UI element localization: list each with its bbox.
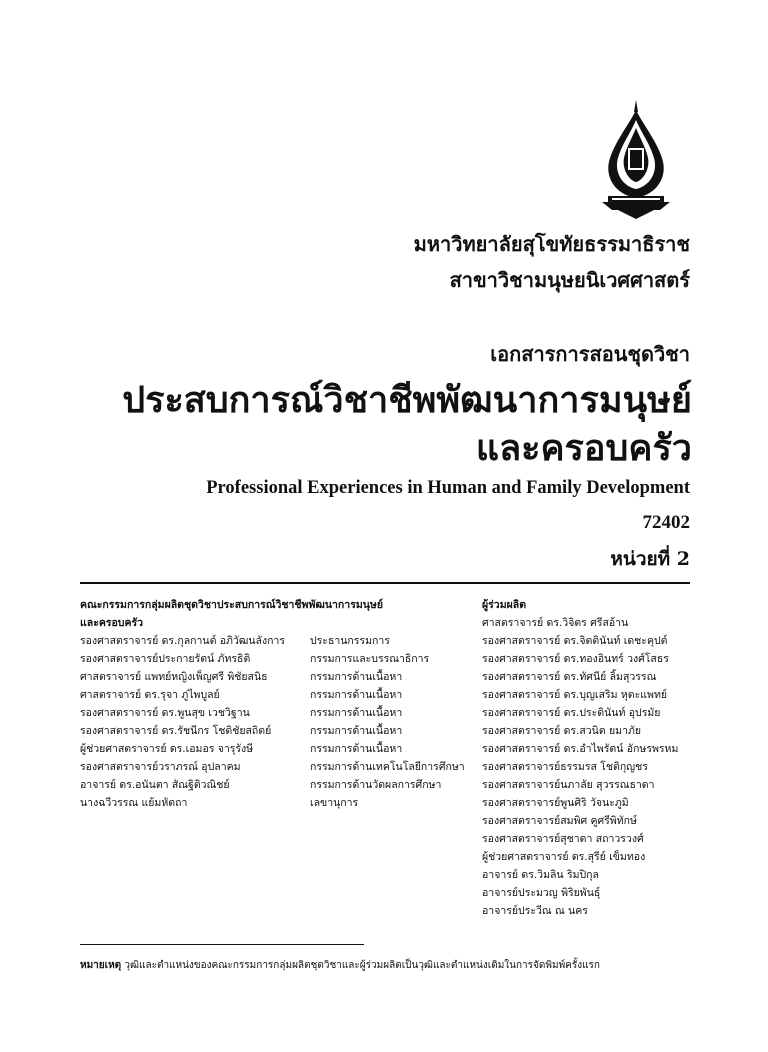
committee-member-role: กรรมการด้านเนื้อหา (310, 725, 403, 737)
co-producer-name: รองศาสตราจารย์ธรรมรส โชติกุญชร (482, 761, 648, 773)
committee-title (80, 596, 400, 632)
co-producers-list (482, 614, 712, 920)
course-title-english: Professional Experiences in Human and Family Development (206, 478, 690, 498)
course-code: 72402 (642, 512, 690, 533)
co-producer-name: ศาสตราจารย์ ดร.วิจิตร ศรีสอ้าน (482, 617, 629, 629)
committee-roles (310, 632, 480, 812)
co-producer-name: รองศาสตราจารย์สุชาดา สถาวรวงศ์ (482, 833, 644, 845)
committee-member-name: รองศาสตราจารย์ประกายรัตน์ ภัทรธิติ (80, 653, 251, 665)
committee-member-name: รองศาสตราจารย์ ดร.พูนสุข เวชวิฐาน (80, 707, 250, 719)
co-producer-name: อาจารย์ประวีณ ณ นคร (482, 905, 588, 917)
committee-member-name: รองศาสตราจารย์ ดร.รัชนีกร โชติชัยสถิตย์ (80, 725, 272, 737)
footnote (80, 958, 600, 974)
committee-member-name: รองศาสตราจารย์ ดร.กุลกานต์ อภิวัฒนลังการ (80, 635, 285, 647)
unit-number: หน่วยที่ 2 (610, 548, 690, 570)
committee-member-name: ศาสตราจารย์ แพทย์หญิงเพ็ญศรี พิชัยสนิธ (80, 671, 268, 683)
co-producer-name: รองศาสตราจารย์พูนศิริ วัจนะภูมิ (482, 797, 629, 809)
university-name: มหาวิทยาลัยสุโขทัยธรรมาธิราช (413, 232, 690, 256)
school-name: สาขาวิชามนุษยนิเวศศาสตร์ (449, 268, 690, 292)
committee-title-line-2: และครอบครัว (80, 617, 144, 629)
co-producer-name: รองศาสตราจารย์ ดร.ทัศนีย์ ลิ้มสุวรรณ (482, 671, 657, 683)
committee-member-name: ผู้ช่วยศาสตราจารย์ ดร.เอมอร จารุรังษี (80, 743, 254, 755)
committee-title-line-1: คณะกรรมการกลุ่มผลิตชุดวิชาประสบการณ์วิชาชีพพัฒนาการมนุษย์ (80, 599, 384, 611)
committee-member-name: ศาสตราจารย์ ดร.รุจา ภู่ไพบูลย์ (80, 689, 220, 701)
co-producer-name: อาจารย์ประมวญ พิริยพันธุ์ (482, 887, 601, 899)
co-producer-name: รองศาสตราจารย์ ดร.จิตตินันท์ เดชะคุปต์ (482, 635, 668, 647)
co-producer-name: รองศาสตราจารย์สมพิศ คูศรีพิทักษ์ (482, 815, 637, 827)
course-title-line-1: ประสบการณ์วิชาชีพพัฒนาการมนุษย์ (122, 379, 692, 421)
co-producer-name: รองศาสตราจารย์นภาลัย สุวรรณธาดา (482, 779, 655, 791)
footnote-text: วุฒิและตำแหน่งของคณะกรรมการกลุ่มผลิตชุดวิชาและผู้ร่วมผลิตเป็นวุฒิและตำแหน่งเดิมในการจัดพิมพ์ครั้งแรก (121, 960, 600, 971)
co-producer-name: รองศาสตราจารย์ ดร.สวนิต ยมาภัย (482, 725, 642, 737)
university-emblem (598, 98, 674, 220)
committee-member-name: นางฉวีวรรณ แย้มหัตถา (80, 797, 188, 809)
co-producers-title: ผู้ร่วมผลิต (482, 599, 527, 611)
committee-member-role: กรรมการด้านเนื้อหา (310, 743, 403, 755)
committee-names (80, 632, 308, 812)
committee-member-name: อาจารย์ ดร.อนันตา สัณฐิติวณิชย์ (80, 779, 230, 791)
committee-member-role: กรรมการด้านเทคโนโลยีการศึกษา (310, 761, 465, 773)
footnote-divider (80, 944, 364, 945)
co-producer-name: รองศาสตราจารย์ ดร.บุญเสริม หุตะแพทย์ (482, 689, 668, 701)
course-title-line-2: และครอบครัว (475, 427, 692, 469)
committee-member-role: ประธานกรรมการ (310, 635, 390, 647)
committee-member-role: กรรมการและบรรณาธิการ (310, 653, 430, 665)
co-producer-name: รองศาสตราจารย์ ดร.ประดินันท์ อุปรมัย (482, 707, 661, 719)
committee-member-name: รองศาสตราจารย์วราภรณ์ อุปลาคม (80, 761, 241, 773)
footnote-label: หมายเหตุ (80, 960, 122, 971)
co-producer-name: รองศาสตราจารย์ ดร.อำไพรัตน์ อักษรพรหม (482, 743, 679, 755)
document-type: เอกสารการสอนชุดวิชา (490, 342, 690, 366)
co-producer-name: ผู้ช่วยศาสตราจารย์ ดร.สุรีย์ เข็มทอง (482, 851, 646, 863)
committee-member-role: กรรมการด้านเนื้อหา (310, 707, 403, 719)
committee-member-role: เลขานุการ (310, 797, 359, 809)
committee-member-role: กรรมการด้านวัดผลการศึกษา (310, 779, 442, 791)
section-divider (80, 582, 690, 584)
committee-member-role: กรรมการด้านเนื้อหา (310, 671, 403, 683)
co-producer-name: รองศาสตราจารย์ ดร.ทองอินทร์ วงศ์โสธร (482, 653, 669, 665)
co-producer-name: อาจารย์ ดร.วิมลิน ริมปิกุล (482, 869, 599, 881)
committee-member-role: กรรมการด้านเนื้อหา (310, 689, 403, 701)
course-title-thai (122, 376, 692, 472)
